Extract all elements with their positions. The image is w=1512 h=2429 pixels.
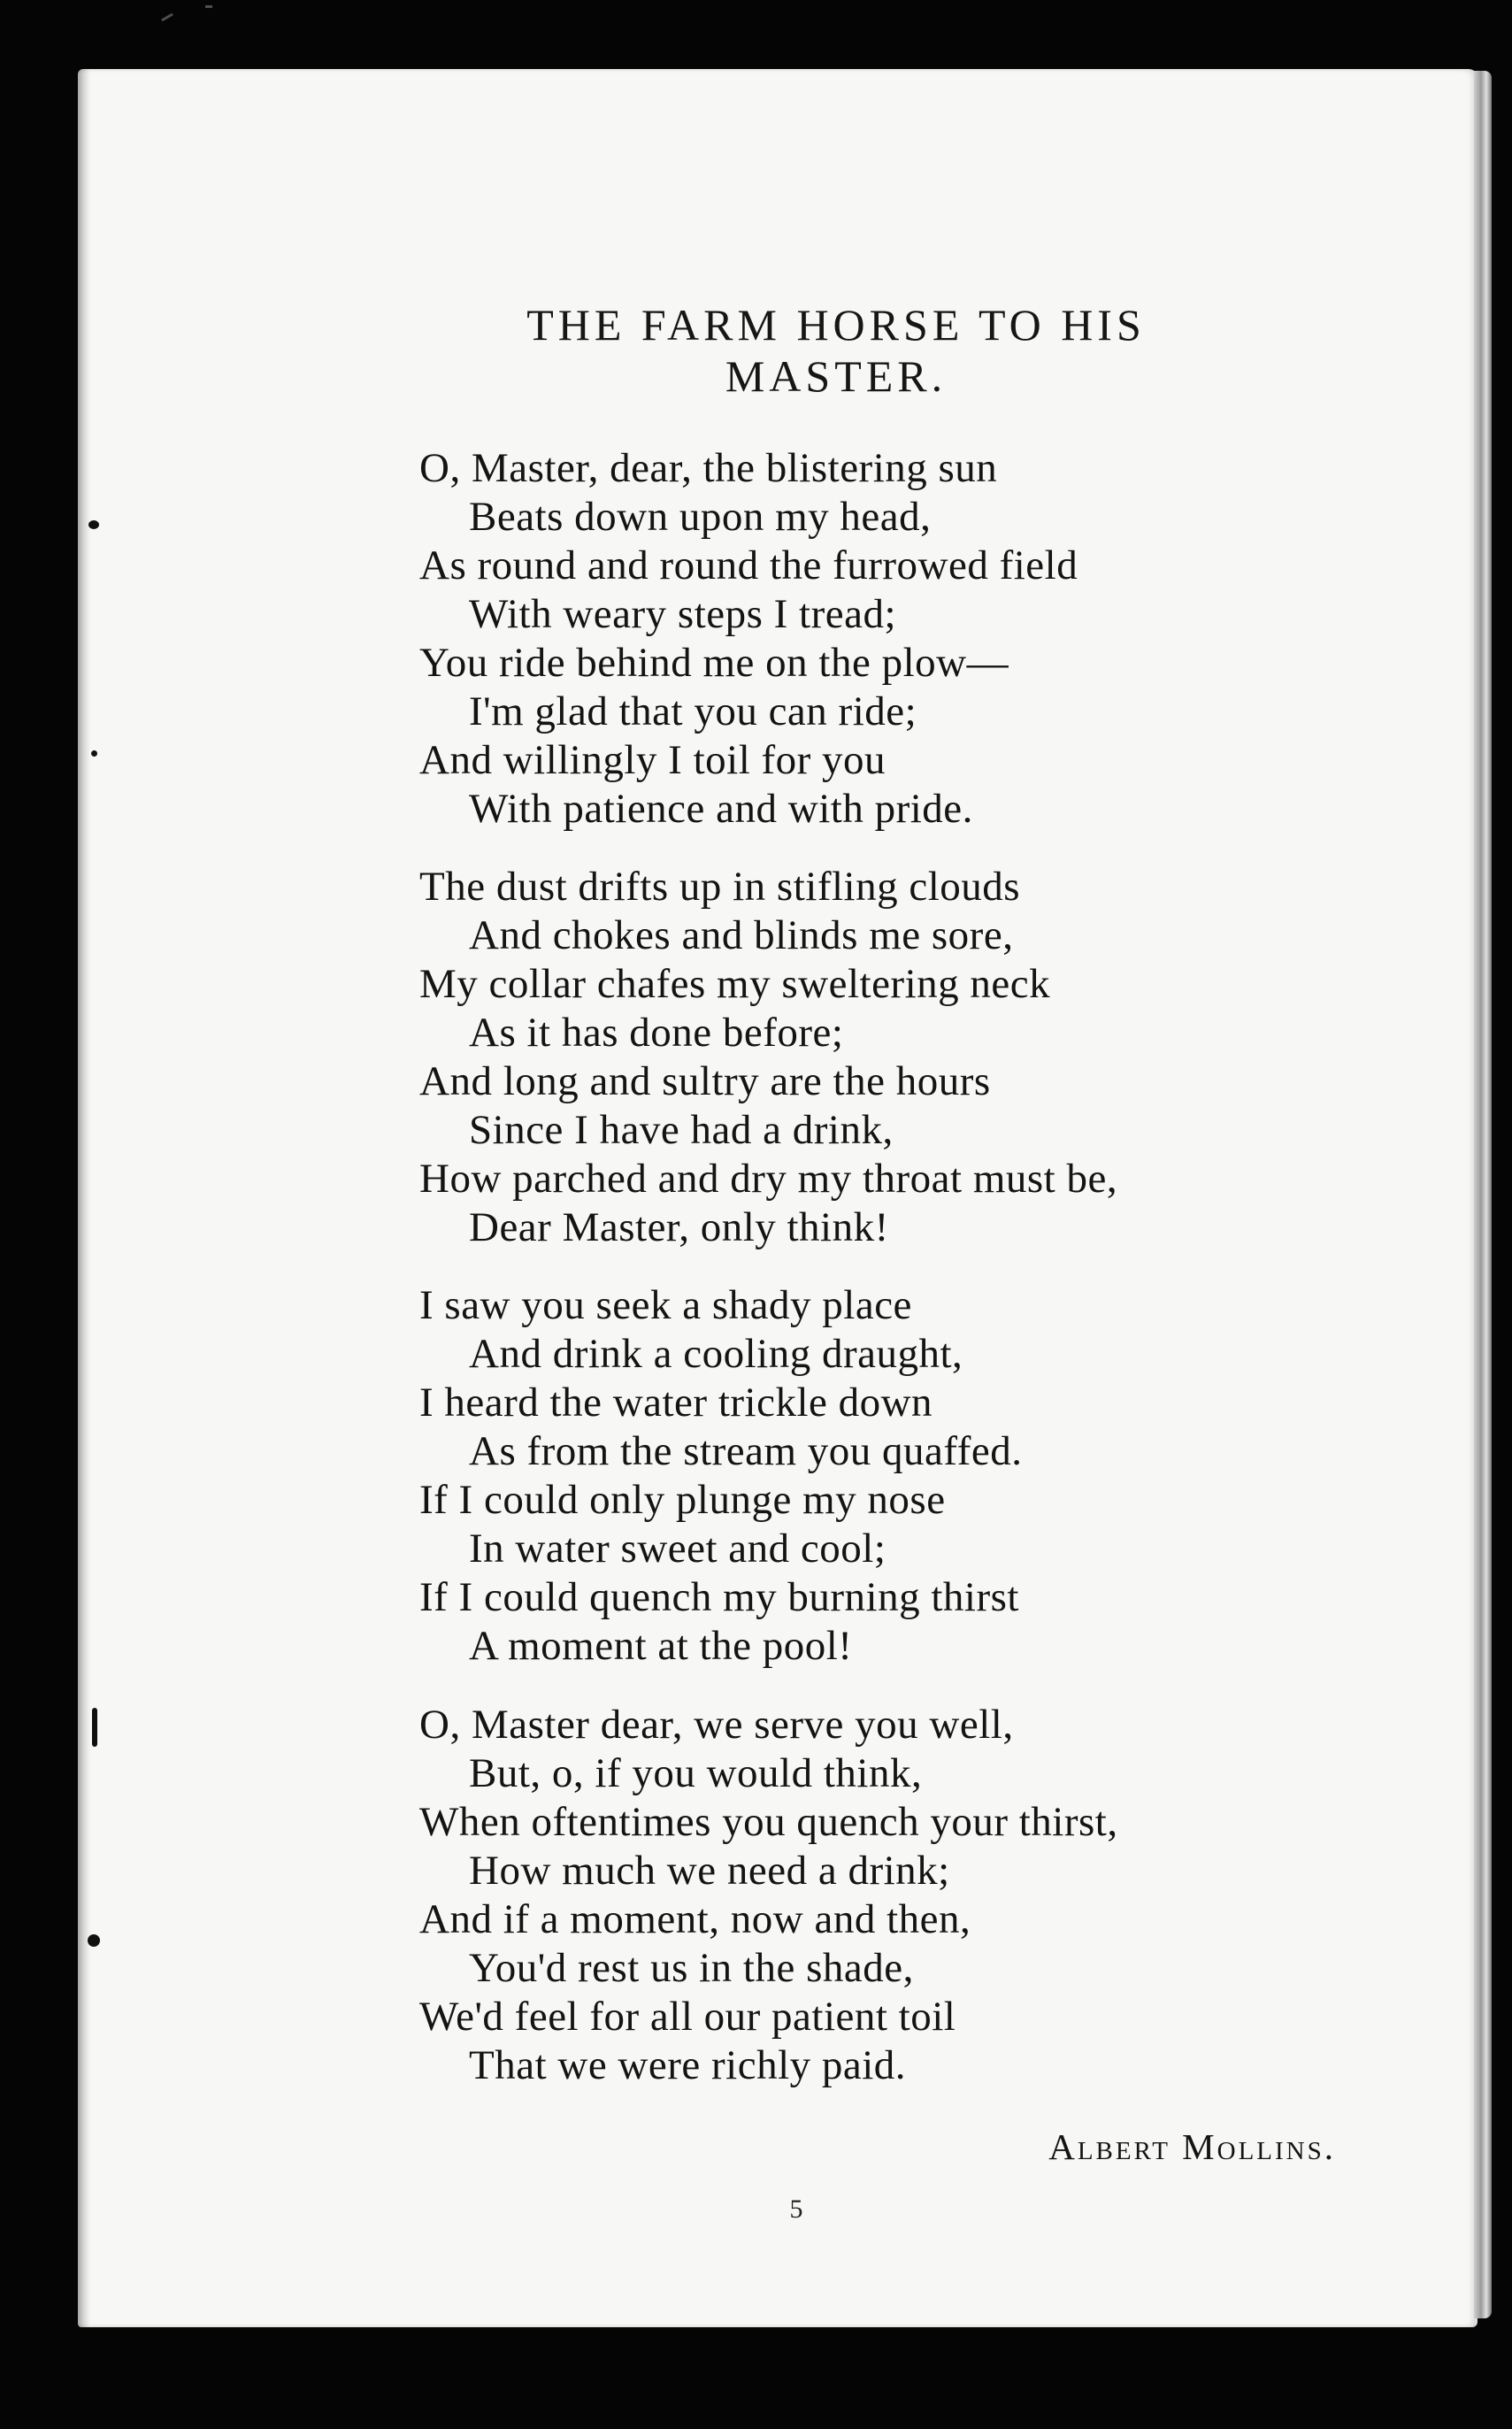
margin-mark xyxy=(88,1934,100,1947)
verse-line: You ride behind me on the plow— xyxy=(419,640,1009,686)
verse-line: I'm glad that you can ride; xyxy=(469,688,917,734)
verse-line: In water sweet and cool; xyxy=(469,1526,886,1572)
margin-mark xyxy=(92,1708,97,1747)
stanza-2 xyxy=(419,863,1428,1252)
verse-line: Dear Master, only think! xyxy=(469,1204,889,1250)
page-number: 5 xyxy=(789,2195,803,2224)
stanza-1 xyxy=(419,444,1428,834)
verse-line: But, o, if you would think, xyxy=(469,1750,923,1796)
stanza-3 xyxy=(419,1281,1428,1671)
verse-line: That we were richly paid. xyxy=(469,2042,907,2088)
verse-line: The dust drifts up in stifling clouds xyxy=(419,864,1021,910)
verse-line: With patience and with pride. xyxy=(469,786,973,832)
verse-line: My collar chafes my sweltering neck xyxy=(419,961,1051,1007)
verse-line: You'd rest us in the shade, xyxy=(469,1945,914,1991)
verse-line: As it has done before; xyxy=(469,1010,844,1056)
verse-line: And if a moment, now and then, xyxy=(419,1896,971,1942)
verse-line: And chokes and blinds me sore, xyxy=(469,912,1014,958)
verse-line: As from the stream you quaffed. xyxy=(469,1428,1023,1474)
verse-line: I saw you seek a shady place xyxy=(419,1282,912,1328)
poem-title xyxy=(349,299,1323,402)
page-edge xyxy=(1474,71,1492,2318)
verse-line: O, Master dear, we serve you well, xyxy=(419,1702,1014,1748)
verse-line: A moment at the pool! xyxy=(469,1623,853,1669)
scan-artifact xyxy=(161,13,173,22)
verse-line: And drink a cooling draught, xyxy=(469,1331,963,1377)
verse-line: When oftentimes you quench your thirst, xyxy=(419,1799,1118,1845)
verse-line: How parched and dry my throat must be, xyxy=(419,1156,1118,1202)
author-signature: Albert Mollins. xyxy=(1048,2126,1336,2167)
margin-mark xyxy=(88,520,99,529)
verse-line: As round and round the furrowed field xyxy=(419,542,1078,588)
verse-line: We'd feel for all our patient toil xyxy=(419,1994,956,2040)
stanza-4 xyxy=(419,1701,1428,2090)
verse-line: If I could quench my burning thirst xyxy=(419,1574,1019,1620)
verse-line: How much we need a drink; xyxy=(469,1848,950,1894)
gutter-shadow xyxy=(78,69,90,2327)
verse-line: Beats down upon my head, xyxy=(469,494,932,540)
title-line: MASTER. xyxy=(725,351,948,401)
scan-artifact xyxy=(205,5,212,8)
verse-line: And willingly I toil for you xyxy=(419,737,886,783)
verse-line: And long and sultry are the hours xyxy=(419,1058,991,1104)
verse-line: I heard the water trickle down xyxy=(419,1380,933,1426)
title-line: THE FARM HORSE TO HIS xyxy=(526,300,1146,350)
verse-line: O, Master, dear, the blistering sun xyxy=(419,445,998,491)
verse-line: With weary steps I tread; xyxy=(469,591,897,637)
verse-line: If I could only plunge my nose xyxy=(419,1477,946,1523)
margin-mark xyxy=(91,750,97,757)
verse-line: Since I have had a drink, xyxy=(469,1107,894,1153)
